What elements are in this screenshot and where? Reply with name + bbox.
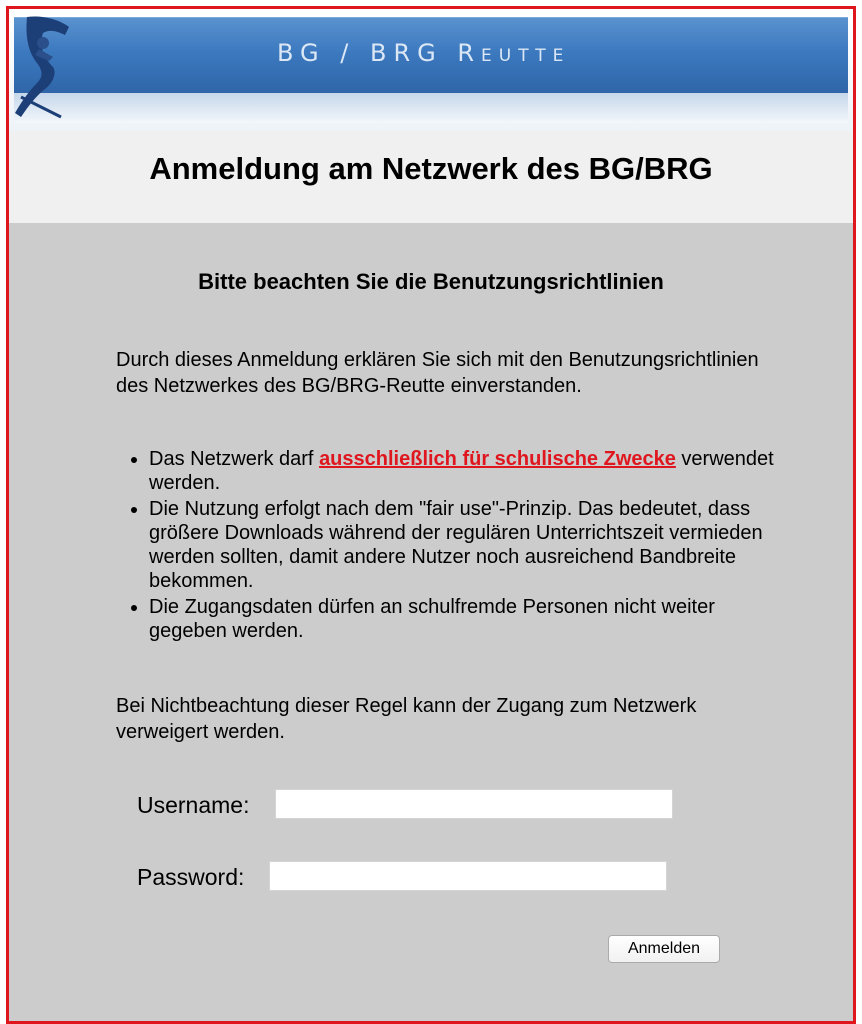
policy-rules-list [116,447,776,645]
policy-heading: Bitte beachten Sie die Benutzungsrichtlinien [198,269,664,294]
username-input[interactable] [275,789,673,819]
rule-text: Die Zugangsdaten dürfen an schulfremde Personen nicht weiter gegeben werden. [149,596,715,642]
policy-outro: Bei Nichtbeachtung dieser Regel kann der Zugang zum Netzwerk verweigert werden. [116,695,697,743]
list-item [149,497,776,593]
school-climber-logo-icon [13,13,75,125]
password-label: Password: [137,864,245,890]
banner-title: BG / BRG Reutte [277,39,571,67]
login-page-frame [6,6,856,1024]
rule-text-before: Das Netzwerk darf [149,448,320,470]
rule-text-after: verwendet werden. [149,448,774,494]
school-banner [9,9,853,131]
list-item [149,595,776,643]
school-purpose-link[interactable]: ausschließlich für schulische Zwecke [319,448,676,470]
password-input[interactable] [269,861,667,891]
rule-text: Die Nutzung erfolgt nach dem "fair use"-Prinzip. Das bedeutet, dass größere Downloads während der regulären Unterrichtszeit vermieden werden sollten, damit andere Nutzer noch ausreichend Bandbreite bekommen. [149,498,763,592]
username-label: Username: [137,792,250,818]
page-title: Anmeldung am Netzwerk des BG/BRG [149,151,713,186]
list-item [149,447,776,495]
banner-fade [14,93,848,123]
login-button[interactable]: Anmelden [608,935,720,963]
policy-intro: Durch dieses Anmeldung erklären Sie sich mit den Benutzungsrichtlinien des Netzwerkes des BG/BRG-Reutte einverstanden. [116,349,759,397]
